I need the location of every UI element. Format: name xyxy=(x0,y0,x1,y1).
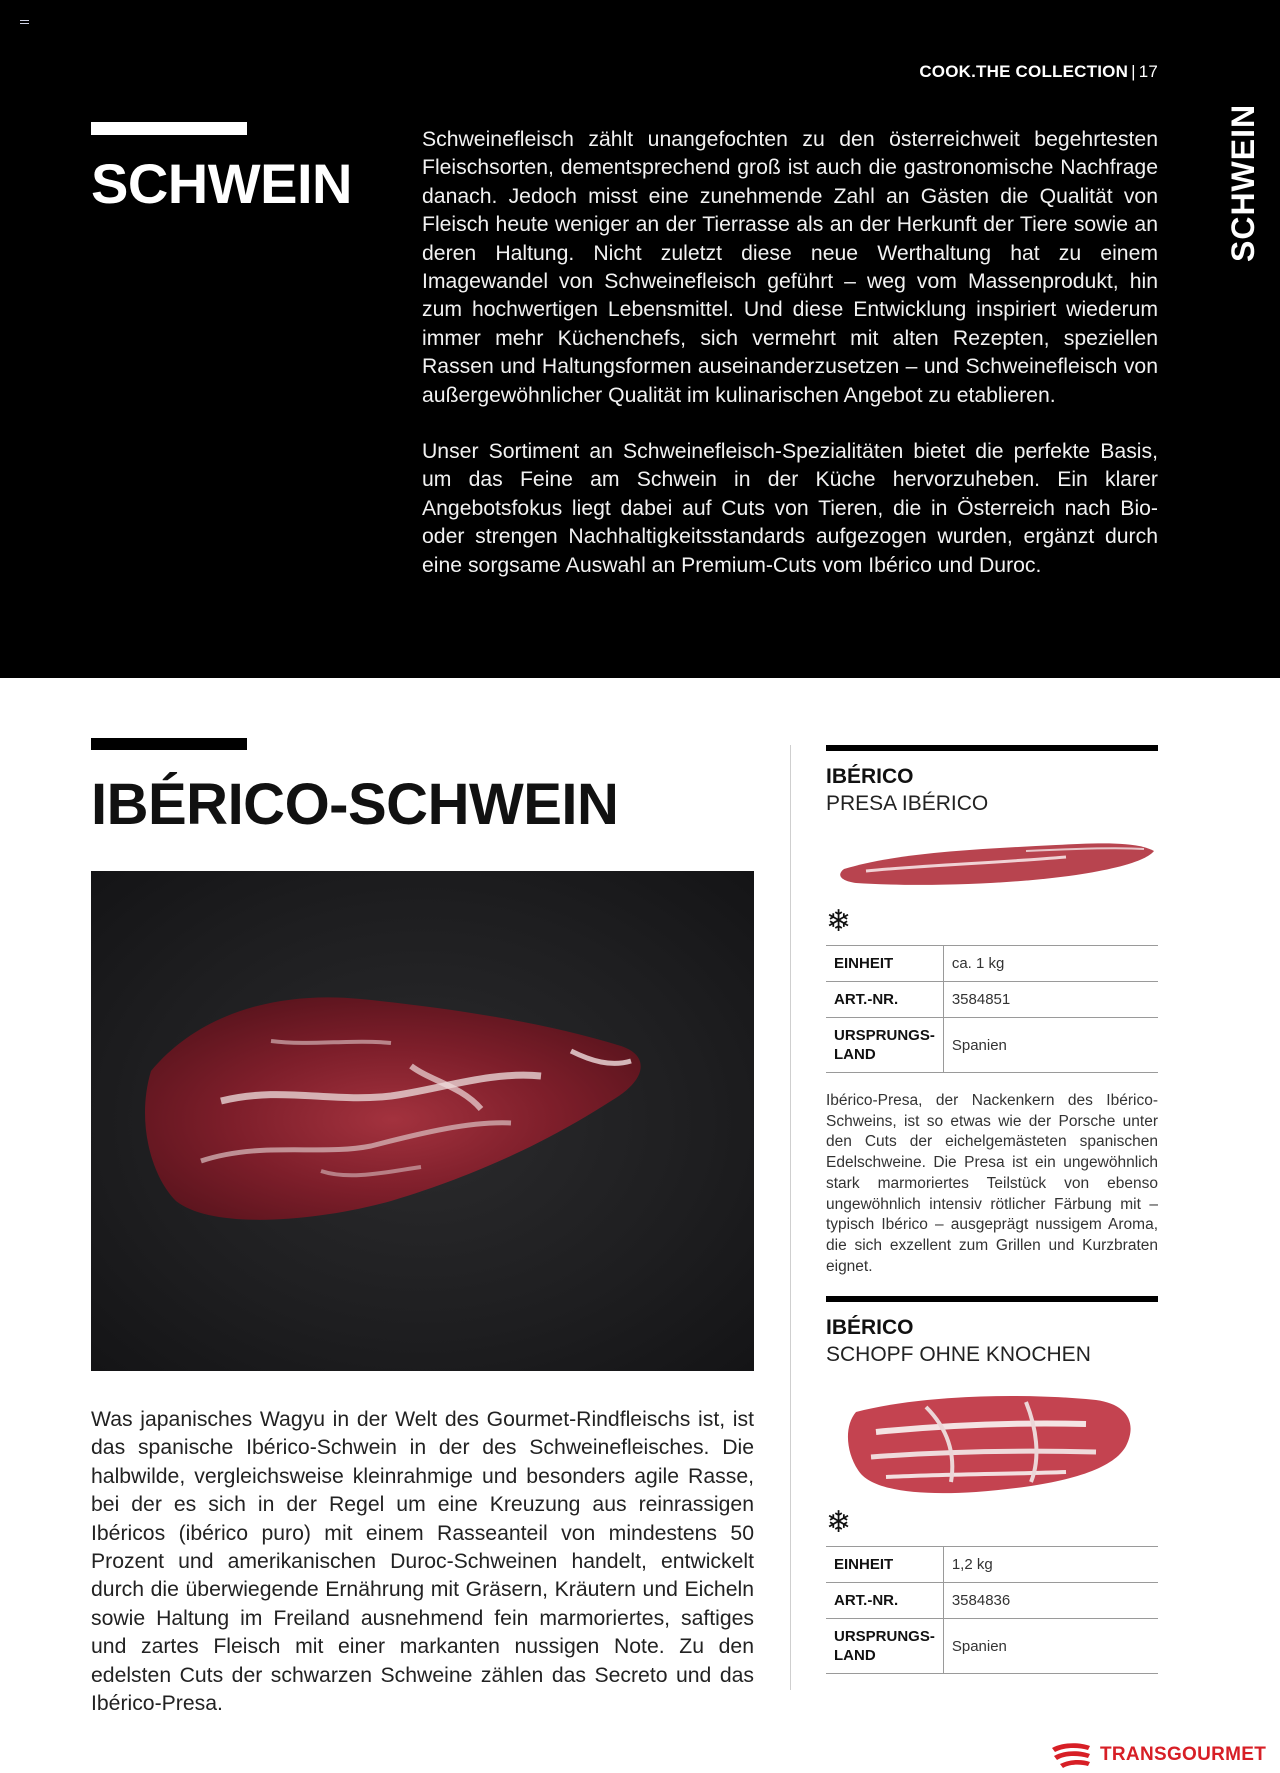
intro-paragraph: Unser Sortiment an Schweinefleisch-Spezialitäten bietet die perfekte Basis, um das Feine am Schwein in der Küche hervorzuheben. Ein klarer Angebotsfokus liegt dabei auf Cuts von Tieren, die in Österreich nach Bio- oder strengen Nachhaltigkeitsstandards aufgezogen wurden, ergänzt durch eine sorgsame Auswahl an Premium-Cuts vom Ibérico und Duroc. xyxy=(422,440,1158,577)
spec-row xyxy=(826,1018,1158,1073)
spec-row xyxy=(826,1619,1158,1674)
iberico-photo xyxy=(91,871,754,1371)
product-brand: IBÉRICO xyxy=(826,765,914,788)
side-tab-label: SCHWEIN xyxy=(1225,103,1261,262)
section-title: IBÉRICO-SCHWEIN xyxy=(91,772,619,837)
product-description: Ibérico-Presa, der Nackenkern des Ibérico-Schweins, ist so etwas wie der Porsche unter den Cuts der eichelgemästeten spanischen Edelschweine. Die Presa ist ein ungewöhnlich stark marmoriertes Teilstück von ebenso ungewöhnlich intensiv rötlicher Färbung mit – typisch Ibérico – ausgeprägt nussigem Aroma, die sich exzellent zum Grillen und Kurzbraten eignet. xyxy=(826,1092,1158,1275)
spec-value: ca. 1 kg xyxy=(943,946,1158,982)
spec-row xyxy=(826,946,1158,982)
spec-label: EINHEIT xyxy=(826,946,943,982)
spec-label: ART.-NR. xyxy=(826,1583,943,1619)
snowflake-icon: ❄ xyxy=(826,905,852,938)
intro-paragraph: Schweinefleisch zählt unangefochten zu den österreichweit begehrtesten Fleischsorten, dementsprechend groß ist auch die gastronomische Nachfrage danach. Jedoch misst eine zunehmende Zahl an Gästen die Qualität von Fleisch heute weniger an der Tierrasse als an der Herkunft der Tiere sowie an deren Haltung. Nicht zuletzt diese neue Werthaltung hat zu einem Imagewandel von Schweinefleisch geführt – weg vom Massenprodukt, hin zum hochwertigen Lebensmittel. Und diese Entwicklung inspiriert wiederum immer mehr Küchenchefs, sich vermehrt mit alten Rezepten, speziellen Rassen und Haltungsformen auseinanderzusetzen – und Schweinefleisch von außergewöhnlicher Qualität im kulinarischen Angebot zu etablieren. xyxy=(422,128,1158,407)
product-card-presa xyxy=(826,745,1158,1277)
product-bar xyxy=(826,1296,1158,1302)
spec-value: Spanien xyxy=(943,1619,1158,1674)
spec-value: 3584836 xyxy=(943,1583,1158,1619)
section-body-text: Was japanisches Wagyu in der Welt des Gourmet-Rindfleischs ist, ist das spanische Ibérico-Schwein in der des Schweinefleisches. Die halbwilde, vergleichsweise kleinrahmige und besonders agile Rasse, bei der es sich in der Regel um eine Kreuzung aus reinrassigen Ibéricos (ibérico puro) mit einem Rasseanteil von mindestens 50 Prozent und amerikanischen Duroc-Schweinen handelt, entwickelt durch die überwiegende Ernährung mit Gräsern, Kräutern und Eicheln sowie Haltung im Freiland ausnehmend fein marmoriertes, saftiges und zartes Fleisch mit einer markanten nussigen Note. Zu den edelsten Cuts der schwarzen Schweine zählen das Secreto und das Ibérico-Presa. xyxy=(91,1408,754,1716)
spec-label: ART.-NR. xyxy=(826,982,943,1018)
intro-section xyxy=(0,0,1280,678)
spec-table xyxy=(826,1546,1158,1674)
spec-value: 3584851 xyxy=(943,982,1158,1018)
spec-label: EINHEIT xyxy=(826,1547,943,1583)
page-title: SCHWEIN xyxy=(91,152,352,215)
product-bar xyxy=(826,745,1158,751)
section-accent-bar xyxy=(91,738,247,750)
page-number: 17 xyxy=(1138,62,1158,81)
collection-title: COOK.THE COLLECTION xyxy=(919,62,1129,81)
spec-label: URSPRUNGS-LAND xyxy=(826,1619,943,1674)
spec-value: Spanien xyxy=(943,1018,1158,1073)
running-head xyxy=(919,62,1158,82)
product-card-schopf xyxy=(826,1296,1158,1674)
product-name: PRESA IBÉRICO xyxy=(826,792,989,815)
spec-row xyxy=(826,1547,1158,1583)
logo-text: TRANSGOURMET xyxy=(1100,1744,1267,1765)
product-image xyxy=(826,1382,1158,1502)
header-separator: | xyxy=(1131,62,1136,81)
spec-label: URSPRUNGS-LAND xyxy=(826,1018,943,1073)
meat-illustration xyxy=(91,871,754,1371)
product-name: SCHOPF OHNE KNOCHEN xyxy=(826,1343,1091,1366)
presa-illustration xyxy=(826,831,1158,901)
intro-text xyxy=(422,126,1158,608)
snowflake-icon: ❄ xyxy=(826,1506,852,1539)
column-divider xyxy=(790,745,791,1690)
schopf-illustration xyxy=(826,1382,1158,1502)
spec-row xyxy=(826,1583,1158,1619)
logo-icon xyxy=(1050,1740,1092,1770)
title-accent-bar xyxy=(91,122,247,135)
spec-row xyxy=(826,982,1158,1018)
product-brand: IBÉRICO xyxy=(826,1316,914,1339)
menu-icon[interactable] xyxy=(20,20,29,27)
spec-value: 1,2 kg xyxy=(943,1547,1158,1583)
product-image xyxy=(826,831,1158,901)
spec-table xyxy=(826,945,1158,1073)
transgourmet-logo xyxy=(1050,1740,1266,1770)
